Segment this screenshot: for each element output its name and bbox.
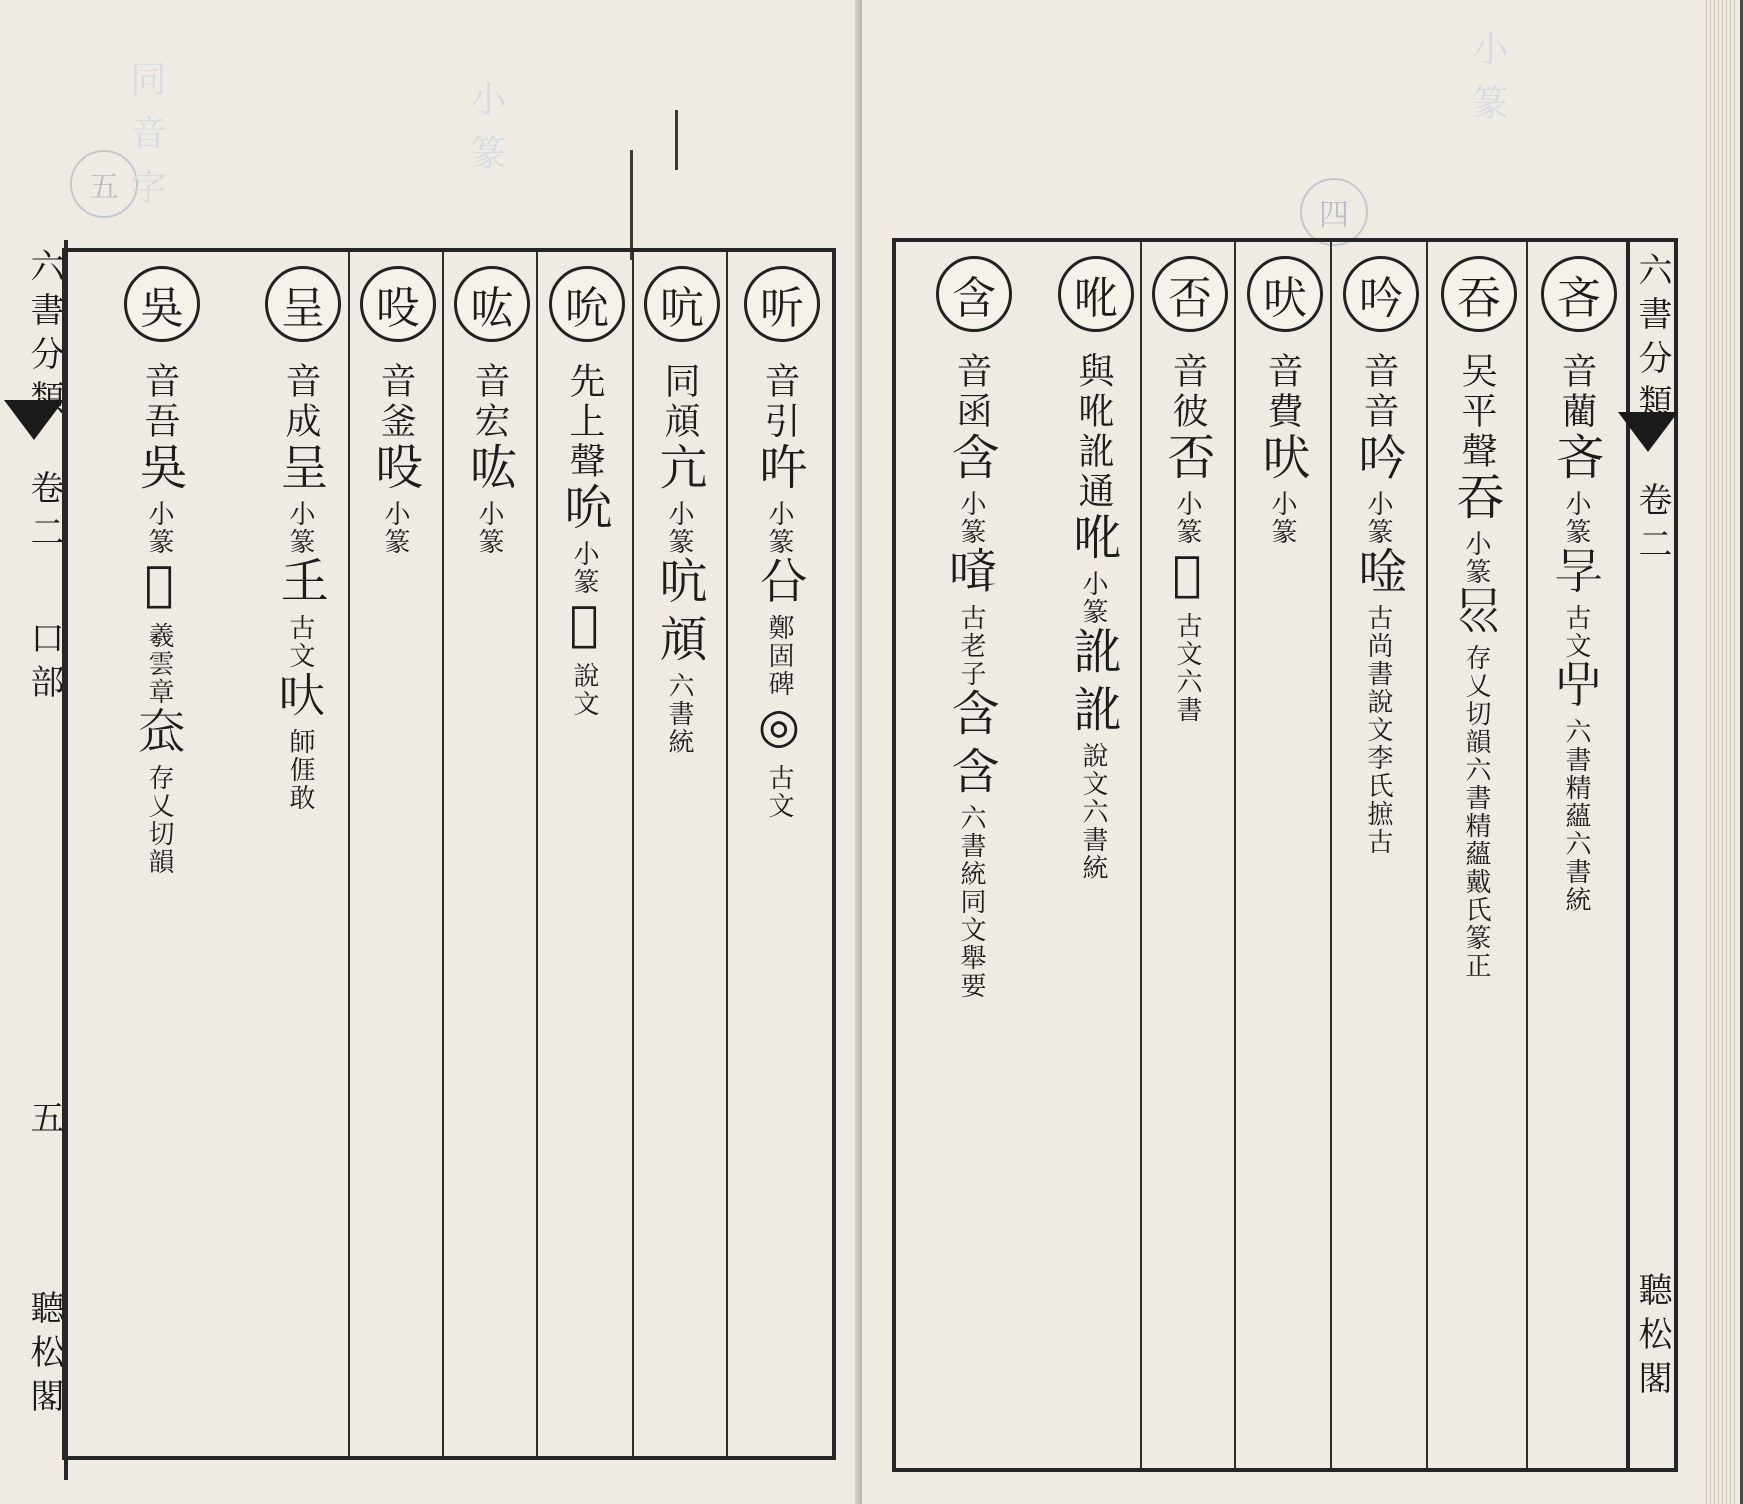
entry-line: 六書統	[664, 672, 694, 756]
entry-line: 古文	[1561, 604, 1591, 660]
page-number-left: 五	[70, 150, 138, 218]
seal-glyph: 吝	[1548, 432, 1604, 490]
entry-line: 㕦平聲	[1456, 352, 1497, 472]
left-text-frame	[62, 248, 836, 1460]
right-page	[862, 0, 1740, 1504]
seal-glyph: 𡗶	[131, 556, 187, 622]
seal-glyph: 亢	[651, 442, 707, 500]
entry-line: 音釜	[375, 362, 416, 442]
entry-text	[726, 362, 832, 1446]
seal-glyph: 吟	[1350, 432, 1406, 490]
margin-publisher: 聽松閣	[24, 1290, 64, 1422]
page-edges	[1703, 0, 1737, 1504]
entry-text	[252, 362, 348, 1446]
head-character: 吝	[1541, 256, 1617, 332]
entry-column	[442, 252, 538, 1456]
entry-line: 音彼	[1167, 352, 1208, 432]
entry-line: 古文	[764, 764, 794, 820]
margin-volume: 卷二	[24, 470, 64, 558]
entry-line: 六書統	[956, 804, 986, 888]
entry-line: 六書統	[1078, 798, 1108, 882]
seal-glyph: 𠯃	[1548, 660, 1604, 718]
entry-line: 小篆	[285, 500, 315, 556]
bleed-through-text: 小篆	[465, 80, 506, 188]
head-character: 吳	[124, 266, 200, 342]
entry-line: 小篆	[474, 500, 504, 556]
seal-glyph: 吺	[367, 442, 423, 500]
margin-publisher: 聽松閣	[1632, 1272, 1672, 1404]
entry-column	[1046, 242, 1142, 1468]
entry-line: 古老子	[956, 604, 986, 688]
entry-line: 音費	[1262, 352, 1303, 432]
entry-text	[348, 362, 442, 1446]
left-page	[0, 0, 862, 1504]
head-character: 吮	[549, 266, 625, 342]
entry-text	[1426, 352, 1526, 1458]
entry-line: 小篆	[1078, 570, 1108, 626]
entry-text	[1234, 352, 1330, 1458]
entry-line: 音音	[1358, 352, 1399, 432]
entry-line: 羲雲章	[144, 622, 174, 706]
seal-glyph: 吮	[556, 482, 612, 540]
seal-glyph: 𠯂	[1548, 546, 1604, 604]
entry-column	[632, 252, 728, 1456]
head-character: 呈	[265, 266, 341, 342]
seal-glyph: 吞	[1448, 472, 1504, 530]
ink-rule	[675, 110, 678, 170]
entry-column	[348, 252, 444, 1456]
seal-glyph: ◎	[751, 698, 807, 764]
head-character: 吺	[360, 266, 436, 342]
entry-line: 說文	[1363, 688, 1393, 744]
entry-line: 同頏	[659, 362, 700, 442]
seal-glyph: 㕣	[751, 556, 807, 614]
entry-line: 小篆	[1461, 530, 1491, 586]
head-character: 吰	[454, 266, 530, 342]
margin-folio: 五	[24, 1100, 64, 1144]
entry-text	[442, 362, 536, 1446]
entry-line: 師𠊎敢	[285, 728, 315, 812]
bleed-through-text: 同音字	[125, 60, 166, 222]
seal-glyph: 𡗷	[131, 706, 187, 764]
entry-text	[66, 362, 252, 1446]
fish-tail-mark	[4, 400, 64, 440]
entry-line: 小篆	[664, 500, 694, 556]
entry-text	[632, 362, 726, 1446]
entry-text	[1526, 352, 1626, 1458]
entry-column	[536, 252, 634, 1456]
margin-volume: 卷二	[1632, 482, 1672, 570]
entry-line: 小篆	[1267, 490, 1297, 546]
entry-column	[896, 242, 1046, 1468]
right-margin-strip	[1622, 238, 1678, 1472]
head-character: 吞	[1441, 256, 1517, 332]
entry-text	[1140, 352, 1234, 1458]
page-number-right: 四	[1300, 178, 1368, 246]
ink-rule	[630, 150, 633, 260]
seal-glyph: 吠	[1254, 432, 1310, 490]
entry-column	[1330, 242, 1428, 1468]
seal-glyph: 訛訛	[1065, 626, 1121, 742]
entry-line: 音藺	[1556, 352, 1597, 432]
entry-line: 小篆	[144, 500, 174, 556]
fish-tail-mark	[1618, 412, 1678, 452]
head-character: 否	[1152, 256, 1228, 332]
entry-line: 音引	[759, 362, 800, 442]
seal-glyph: 否	[1159, 432, 1215, 490]
entry-line: 六書統	[1561, 830, 1591, 914]
entry-column	[1426, 242, 1528, 1468]
entry-line: 小篆	[569, 540, 599, 596]
entry-line: 音成	[280, 362, 321, 442]
seal-glyph: 𠯁	[556, 596, 612, 662]
entry-line: 小篆	[1172, 490, 1202, 546]
entry-line: 古尚書	[1363, 604, 1393, 688]
entry-line: 古文	[285, 614, 315, 670]
seal-glyph: 吭頏	[651, 556, 707, 672]
seal-glyph: 𠮰	[1448, 586, 1504, 644]
entry-line: 小篆	[1561, 490, 1591, 546]
entry-column	[1140, 242, 1236, 1468]
entry-line: 音吾	[139, 362, 180, 442]
entry-column	[1234, 242, 1332, 1468]
margin-section: 口部	[24, 620, 64, 708]
entry-text	[1046, 352, 1140, 1458]
entry-line: 同文舉要	[956, 888, 986, 1000]
entry-line: 小篆	[1363, 490, 1393, 546]
entry-line: 鄭固碑	[764, 614, 794, 698]
seal-glyph: 含	[943, 432, 999, 490]
entry-line: 與吪訛通	[1073, 352, 1114, 512]
bleed-through-text: 小篆	[1467, 30, 1508, 138]
entry-line: 小篆	[380, 500, 410, 556]
entry-line: 古文	[1172, 612, 1202, 668]
entry-line: 六書精蘊	[1461, 756, 1491, 868]
seal-glyph: 𠯈	[272, 670, 328, 728]
seal-glyph: 𡈼	[272, 556, 328, 614]
entry-line: 六書	[1172, 668, 1202, 724]
entry-line: 說文	[569, 662, 599, 718]
seal-glyph: 𠻎	[943, 546, 999, 604]
head-character: 吪	[1058, 256, 1134, 332]
seal-glyph: 吳	[131, 442, 187, 500]
head-character: 吭	[644, 266, 720, 342]
entry-text	[896, 352, 1046, 1458]
entry-line: 六書精蘊	[1561, 718, 1591, 830]
entry-line: 音宏	[469, 362, 510, 442]
seal-glyph: 呈	[272, 442, 328, 500]
head-character: 听	[744, 266, 820, 342]
entry-line: 存乂切韻	[144, 764, 174, 876]
head-character: 吠	[1247, 256, 1323, 332]
entry-column	[726, 252, 832, 1456]
seal-glyph: 吰	[461, 442, 517, 500]
entry-line: 說文	[1078, 742, 1108, 798]
entry-column	[252, 252, 350, 1456]
entry-column	[66, 252, 252, 1456]
left-margin-strip	[18, 240, 68, 1480]
head-character: 吟	[1343, 256, 1419, 332]
entry-text	[536, 362, 632, 1446]
entry-line: 先上聲	[564, 362, 605, 482]
entry-column	[1526, 242, 1626, 1468]
seal-glyph: 吪	[1065, 512, 1121, 570]
entry-line: 存乂切韻	[1461, 644, 1491, 756]
head-character: 含	[936, 256, 1012, 332]
entry-line: 小篆	[956, 490, 986, 546]
entry-text	[1330, 352, 1426, 1458]
seal-glyph: 吘	[751, 442, 807, 500]
seal-glyph: 含含	[943, 688, 999, 804]
margin-title: 六書分類	[24, 248, 64, 424]
entry-line: 小篆	[764, 500, 794, 556]
entry-line: 李氏摭古	[1363, 744, 1393, 856]
entry-line: 戴氏篆正	[1461, 868, 1491, 980]
entry-line: 音函	[951, 352, 992, 432]
margin-title: 六書分類	[1632, 252, 1672, 428]
seal-glyph: 唫	[1350, 546, 1406, 604]
seal-glyph: 𠕗	[1159, 546, 1215, 612]
right-text-frame	[892, 238, 1630, 1472]
